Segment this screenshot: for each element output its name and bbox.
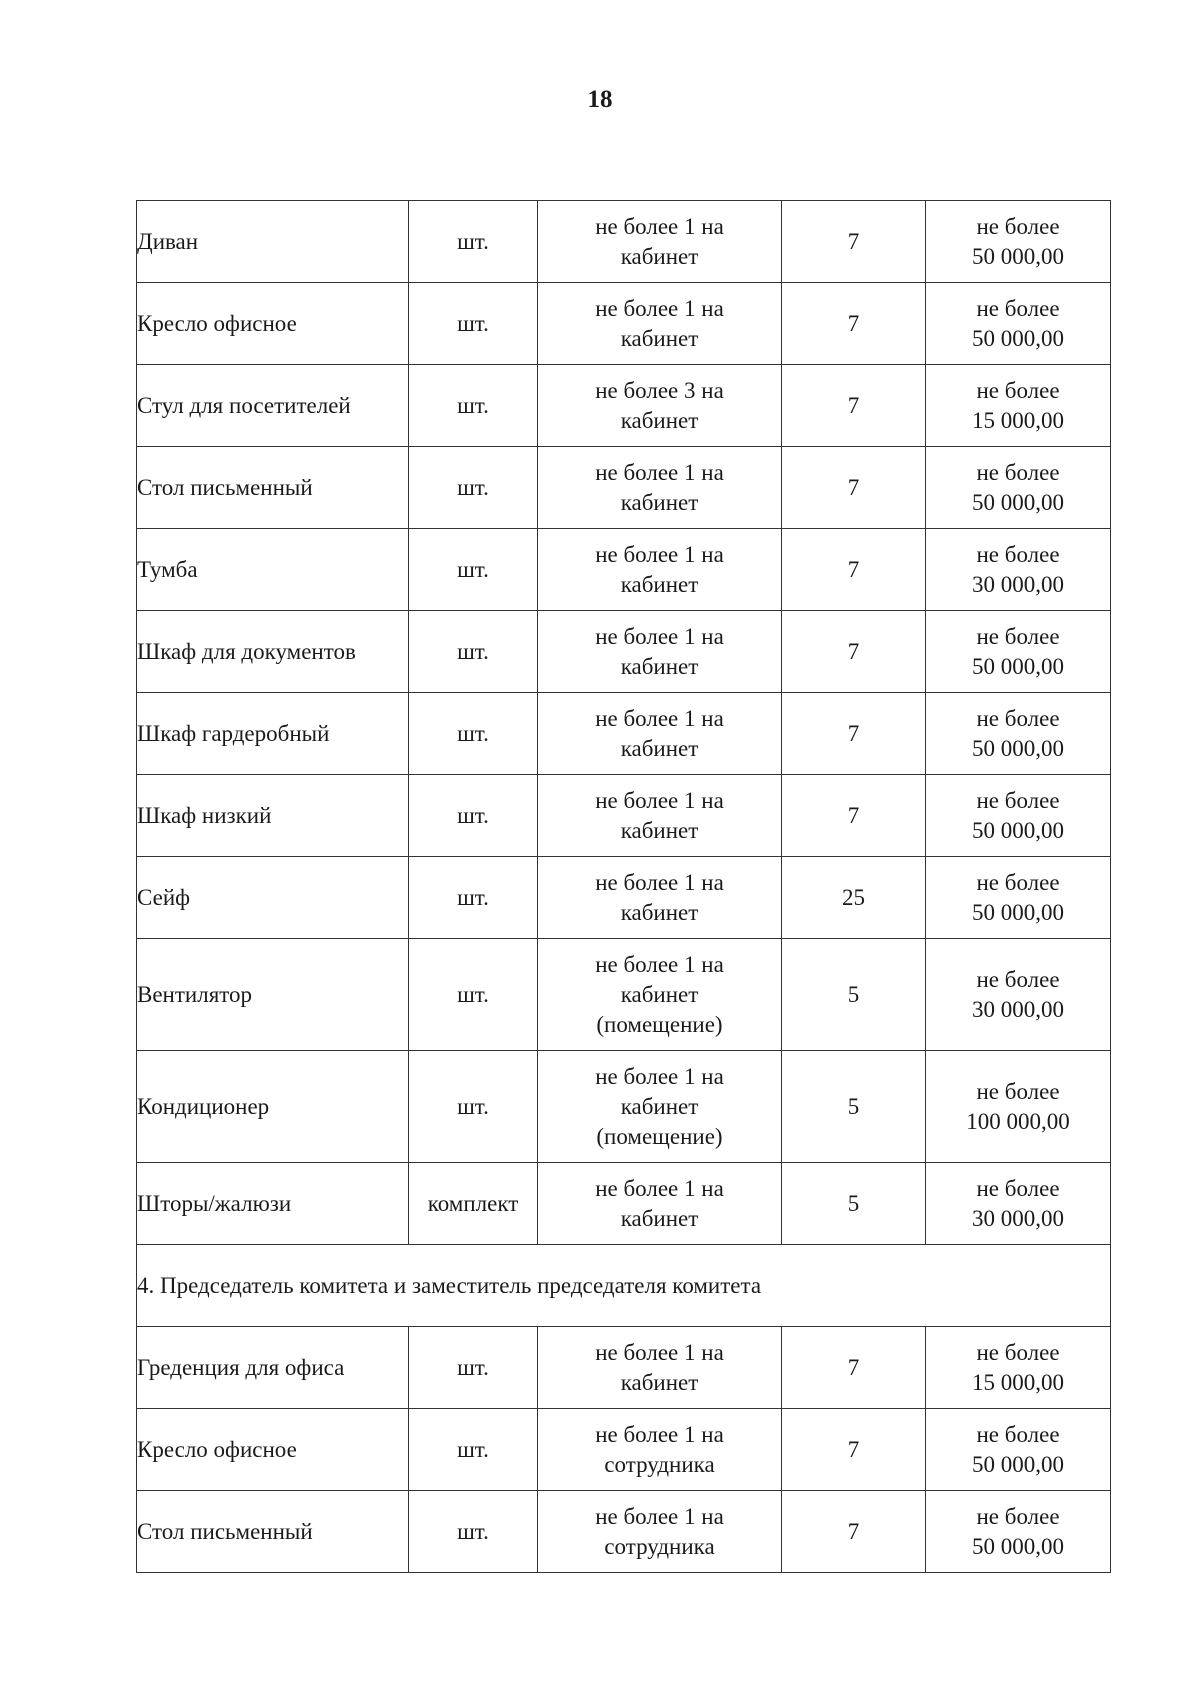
quantity-cell-line: кабинет (620, 735, 699, 761)
unit-cell: шт. (409, 447, 538, 529)
quantity-cell-line: не более 1 на (595, 951, 724, 977)
table-row (137, 447, 1111, 529)
quantity-cell-line: не более 1 на (595, 295, 724, 321)
page-number: 18 (587, 86, 613, 113)
service-life-cell: 5 (782, 1051, 926, 1163)
price-cell-line: 50 000,00 (972, 1451, 1064, 1477)
table-row (137, 1163, 1111, 1245)
price-cell-line: 50 000,00 (972, 735, 1064, 761)
price-cell (926, 447, 1111, 529)
unit-cell: шт. (409, 529, 538, 611)
item-name-cell: Стол письменный (137, 1491, 409, 1573)
section-heading: 4. Председатель комитета и заместитель председателя комитета (137, 1245, 1111, 1327)
price-cell-line: 50 000,00 (972, 243, 1064, 269)
price-cell-line: не более (976, 459, 1060, 485)
price-cell-line: не более (976, 1503, 1060, 1529)
service-life-cell: 7 (782, 201, 926, 283)
table-row (137, 529, 1111, 611)
item-name-cell: Диван (137, 201, 409, 283)
quantity-cell (538, 447, 782, 529)
price-cell-line: 15 000,00 (972, 407, 1064, 433)
service-life-cell: 5 (782, 1163, 926, 1245)
quantity-cell (538, 775, 782, 857)
quantity-cell-line: кабинет (620, 817, 699, 843)
table-body (137, 201, 1111, 1573)
quantity-cell (538, 1491, 782, 1573)
item-name-cell: Кресло офисное (137, 283, 409, 365)
unit-cell: шт. (409, 1327, 538, 1409)
section-row (137, 1245, 1111, 1327)
item-name-cell: Тумба (137, 529, 409, 611)
quantity-cell-line: кабинет (620, 489, 699, 515)
service-life-cell: 25 (782, 857, 926, 939)
price-cell-line: 30 000,00 (972, 571, 1064, 597)
quantity-cell-line: не более 3 на (595, 377, 724, 403)
quantity-cell (538, 1051, 782, 1163)
item-name-cell: Шкаф низкий (137, 775, 409, 857)
quantity-cell-line: кабинет (620, 1369, 699, 1395)
quantity-cell-line: не более 1 на (595, 1175, 724, 1201)
unit-cell: шт. (409, 775, 538, 857)
price-cell (926, 1409, 1111, 1491)
price-cell (926, 611, 1111, 693)
quantity-cell-line: не более 1 на (595, 213, 724, 239)
price-cell (926, 775, 1111, 857)
price-cell (926, 1327, 1111, 1409)
item-name-cell: Кресло офисное (137, 1409, 409, 1491)
quantity-cell-line: кабинет (620, 653, 699, 679)
quantity-cell (538, 529, 782, 611)
price-cell-line: не более (976, 1421, 1060, 1447)
quantity-cell-line: кабинет (620, 571, 699, 597)
item-name-cell: Сейф (137, 857, 409, 939)
quantity-cell-line: кабинет (620, 407, 699, 433)
unit-cell: шт. (409, 283, 538, 365)
price-cell (926, 283, 1111, 365)
unit-cell: шт. (409, 201, 538, 283)
unit-cell: шт. (409, 1491, 538, 1573)
quantity-cell-line: не более 1 на (595, 623, 724, 649)
service-life-cell: 7 (782, 283, 926, 365)
quantity-cell-line: не более 1 на (595, 541, 724, 567)
price-cell-line: 50 000,00 (972, 325, 1064, 351)
service-life-cell: 7 (782, 1327, 926, 1409)
furniture-norms-table (136, 200, 1111, 1573)
quantity-cell (538, 693, 782, 775)
price-cell-line: 30 000,00 (972, 996, 1064, 1022)
quantity-cell-line: (помещение) (596, 1011, 723, 1037)
price-cell-line: 50 000,00 (972, 1533, 1064, 1559)
quantity-cell (538, 365, 782, 447)
item-name-cell: Шкаф гардеробный (137, 693, 409, 775)
price-cell (926, 201, 1111, 283)
price-cell-line: 50 000,00 (972, 653, 1064, 679)
unit-cell: шт. (409, 693, 538, 775)
quantity-cell (538, 1327, 782, 1409)
service-life-cell: 7 (782, 365, 926, 447)
unit-cell: шт. (409, 611, 538, 693)
quantity-cell (538, 201, 782, 283)
service-life-cell: 7 (782, 1491, 926, 1573)
price-cell-line: не более (976, 1175, 1060, 1201)
quantity-cell-line: не более 1 на (595, 705, 724, 731)
quantity-cell-line: не более 1 на (595, 787, 724, 813)
price-cell (926, 693, 1111, 775)
table-row (137, 775, 1111, 857)
price-cell-line: 50 000,00 (972, 489, 1064, 515)
quantity-cell (538, 611, 782, 693)
table-row (137, 1327, 1111, 1409)
quantity-cell (538, 1163, 782, 1245)
quantity-cell-line: не более 1 на (595, 1503, 724, 1529)
quantity-cell-line: кабинет (620, 1205, 699, 1231)
table-row (137, 939, 1111, 1051)
price-cell-line: не более (976, 295, 1060, 321)
price-cell-line: не более (976, 869, 1060, 895)
price-cell-line: 15 000,00 (972, 1369, 1064, 1395)
quantity-cell-line: не более 1 на (595, 1339, 724, 1365)
service-life-cell: 7 (782, 529, 926, 611)
price-cell-line: 100 000,00 (966, 1108, 1070, 1134)
table-row (137, 1409, 1111, 1491)
price-cell (926, 365, 1111, 447)
item-name-cell: Кондиционер (137, 1051, 409, 1163)
price-cell (926, 857, 1111, 939)
service-life-cell: 5 (782, 939, 926, 1051)
price-cell-line: 50 000,00 (972, 899, 1064, 925)
price-cell-line: не более (976, 541, 1060, 567)
price-cell-line: 50 000,00 (972, 817, 1064, 843)
price-cell (926, 1051, 1111, 1163)
item-name-cell: Стол письменный (137, 447, 409, 529)
price-cell (926, 1491, 1111, 1573)
quantity-cell-line: кабинет (620, 981, 699, 1007)
quantity-cell-line: не более 1 на (595, 1063, 724, 1089)
table-row (137, 693, 1111, 775)
quantity-cell-line: не более 1 на (595, 869, 724, 895)
table-row (137, 283, 1111, 365)
price-cell-line: не более (976, 213, 1060, 239)
price-cell-line: 30 000,00 (972, 1205, 1064, 1231)
quantity-cell-line: кабинет (620, 325, 699, 351)
unit-cell: шт. (409, 939, 538, 1051)
item-name-cell: Вентилятор (137, 939, 409, 1051)
price-cell-line: не более (976, 966, 1060, 992)
service-life-cell: 7 (782, 611, 926, 693)
quantity-cell (538, 857, 782, 939)
item-name-cell: Шторы/жалюзи (137, 1163, 409, 1245)
price-cell-line: не более (976, 705, 1060, 731)
price-cell-line: не более (976, 377, 1060, 403)
service-life-cell: 7 (782, 693, 926, 775)
table-row (137, 1051, 1111, 1163)
item-name-cell: Греденция для офиса (137, 1327, 409, 1409)
price-cell (926, 529, 1111, 611)
unit-cell: шт. (409, 1409, 538, 1491)
item-name-cell: Стул для посетителей (137, 365, 409, 447)
quantity-cell (538, 283, 782, 365)
price-cell-line: не более (976, 787, 1060, 813)
unit-cell: шт. (409, 1051, 538, 1163)
quantity-cell-line: (помещение) (596, 1123, 723, 1149)
service-life-cell: 7 (782, 447, 926, 529)
price-cell (926, 939, 1111, 1051)
unit-cell: комплект (409, 1163, 538, 1245)
price-cell (926, 1163, 1111, 1245)
quantity-cell (538, 939, 782, 1051)
quantity-cell-line: кабинет (620, 243, 699, 269)
table-row (137, 1491, 1111, 1573)
quantity-cell-line: кабинет (620, 899, 699, 925)
quantity-cell-line: не более 1 на (595, 1421, 724, 1447)
item-name-cell: Шкаф для документов (137, 611, 409, 693)
table-row (137, 201, 1111, 283)
table-row (137, 365, 1111, 447)
quantity-cell-line: сотрудника (604, 1451, 715, 1477)
price-cell-line: не более (976, 1339, 1060, 1365)
table-row (137, 857, 1111, 939)
unit-cell: шт. (409, 365, 538, 447)
unit-cell: шт. (409, 857, 538, 939)
service-life-cell: 7 (782, 1409, 926, 1491)
price-cell-line: не более (976, 623, 1060, 649)
price-cell-line: не более (976, 1078, 1060, 1104)
quantity-cell-line: не более 1 на (595, 459, 724, 485)
quantity-cell-line: сотрудника (604, 1533, 715, 1559)
quantity-cell (538, 1409, 782, 1491)
service-life-cell: 7 (782, 775, 926, 857)
quantity-cell-line: кабинет (620, 1093, 699, 1119)
table-row (137, 611, 1111, 693)
